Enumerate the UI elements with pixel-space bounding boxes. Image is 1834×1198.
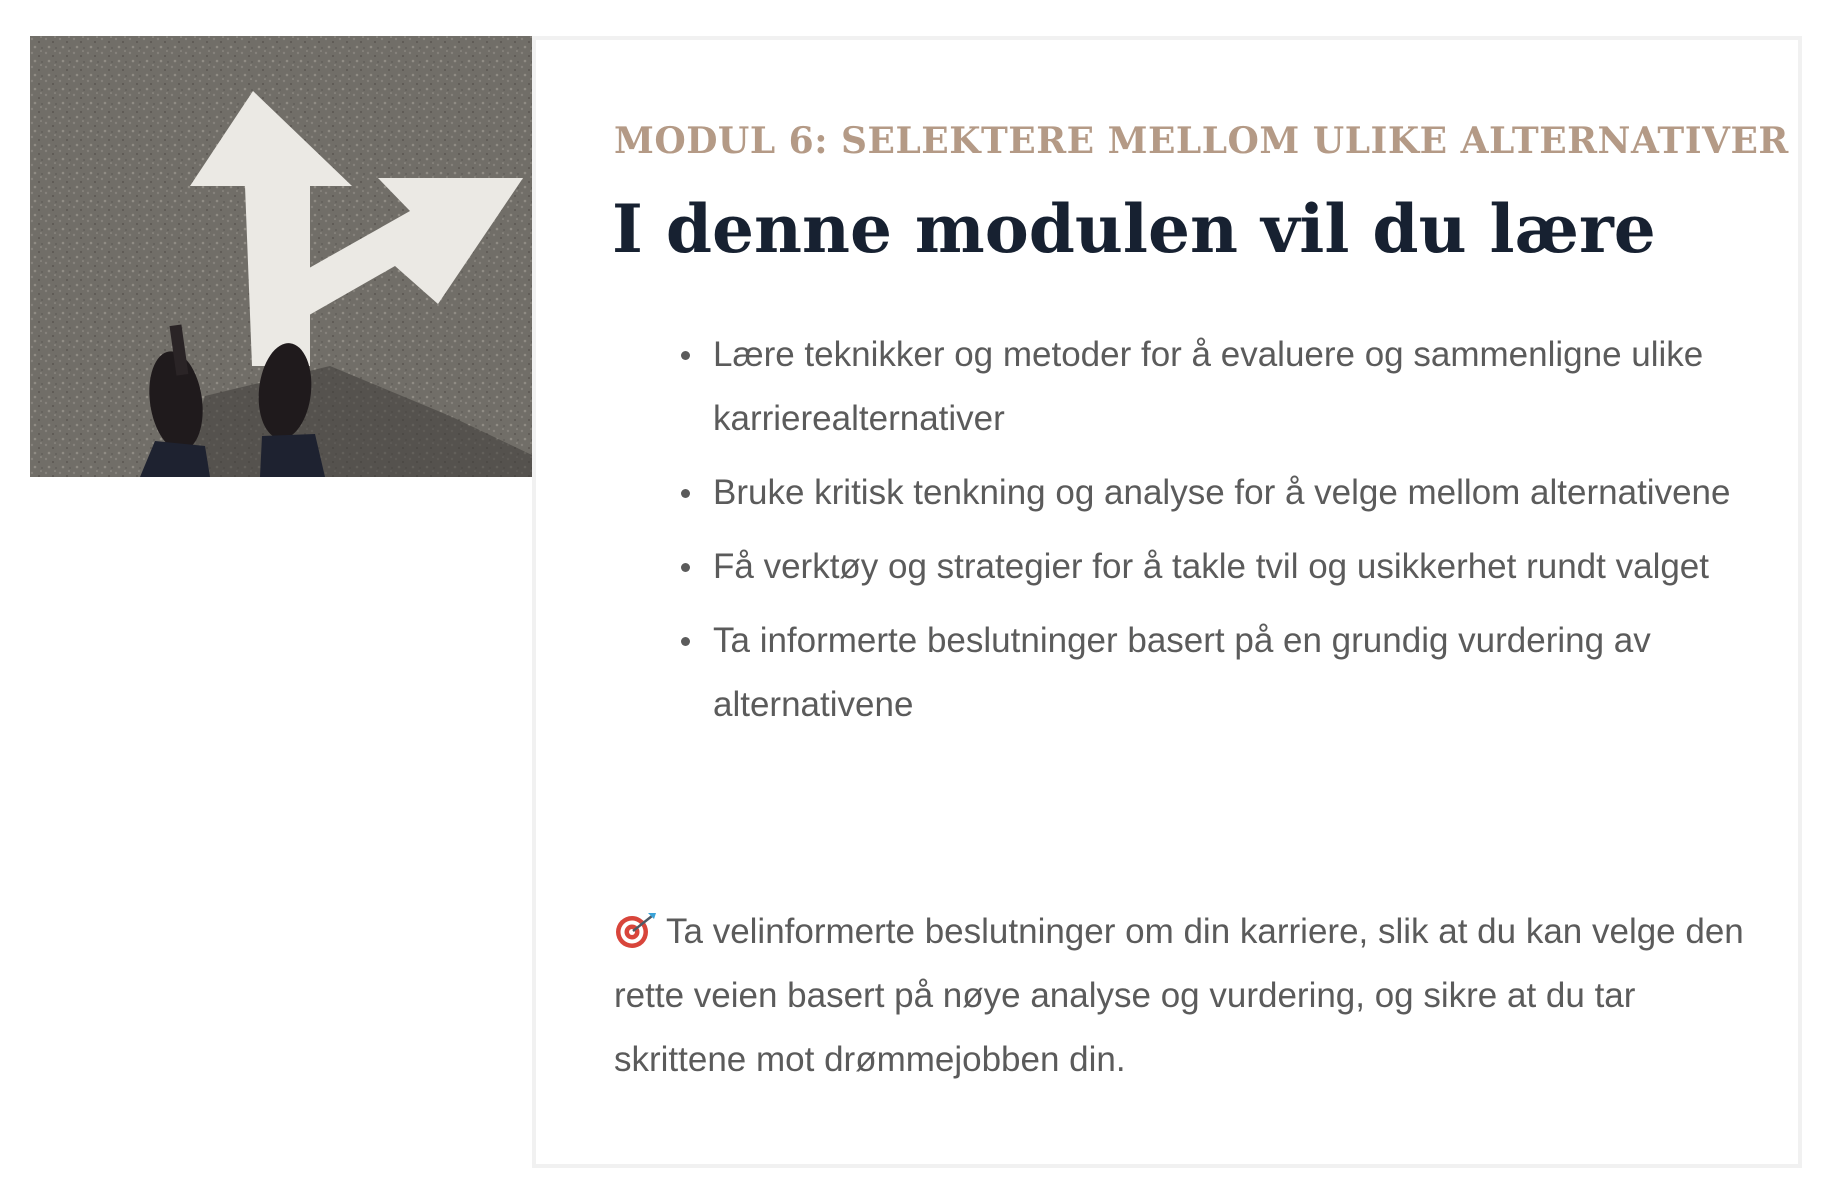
page-title: I denne modulen vil du lære — [612, 190, 1656, 268]
module-card — [532, 36, 1802, 1168]
bullet-icon — [681, 637, 690, 646]
list-item-text: Lære teknikker og metoder for å evaluere og sammenligne ulike karrierealternativer — [713, 335, 1704, 438]
list-item — [713, 535, 1754, 599]
learning-goals-list — [614, 323, 1754, 747]
bullet-icon — [681, 563, 690, 572]
list-item-text: Bruke kritisk tenkning og analyse for å velge mellom alternativene — [713, 473, 1731, 512]
target-icon — [614, 906, 658, 944]
bullet-icon — [681, 351, 690, 360]
summary-paragraph — [614, 900, 1744, 1092]
module-label: MODUL 6: SELEKTERE MELLOM ULIKE ALTERNATIVER — [614, 120, 1789, 162]
bullet-icon — [681, 489, 690, 498]
list-item-text: Ta informerte beslutninger basert på en grundig vurdering av alternativene — [713, 621, 1651, 724]
list-item — [713, 609, 1754, 737]
list-item — [713, 323, 1754, 451]
list-item-text: Få verktøy og strategier for å takle tvil og usikkerhet rundt valget — [713, 547, 1709, 586]
list-item — [713, 461, 1754, 525]
summary-text: Ta velinformerte beslutninger om din karriere, slik at du kan velge den rette veien basert på nøye analyse og vurdering, og sikre at du tar skrittene mot drømmejobben din. — [614, 912, 1744, 1079]
photo-illustration — [30, 36, 534, 477]
road-arrows-photo — [30, 36, 534, 477]
